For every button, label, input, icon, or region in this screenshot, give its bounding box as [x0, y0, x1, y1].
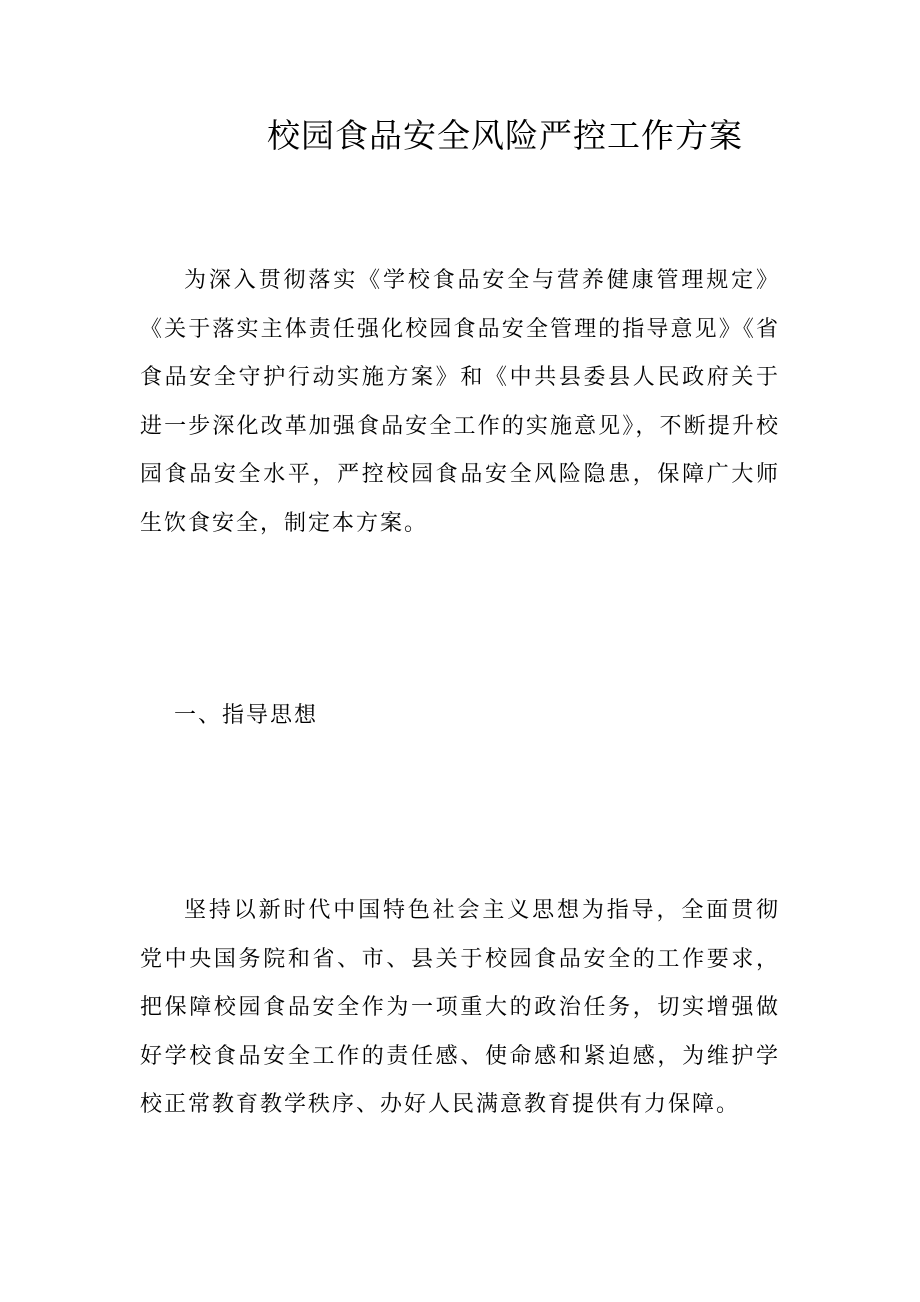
document-title: 校园食品安全风险严控工作方案	[267, 116, 743, 155]
section-paragraph-guiding-ideology: 坚持以新时代中国特色社会主义思想为指导，全面贯彻党中央国务院和省、市、县关于校园食品安全的工作要求，把保障校园食品安全作为一项重大的政治任务，切实增强做好学校食品安全工作的责任感、使命感和紧迫感，为维护学校正常教育教学秩序、办好人民满意教育提供有力保障。	[140, 898, 780, 1117]
section-heading-guiding-ideology: 一、指导思想	[174, 703, 319, 728]
intro-paragraph: 为深入贯彻落实《学校食品安全与营养健康管理规定》《关于落实主体责任强化校园食品安全管理的指导意见》《省食品安全守护行动实施方案》和《中共县委县人民政府关于进一步深化改革加强食品安全工作的实施意见》，不断提升校园食品安全水平，严控校园食品安全风险隐患，保障广大师生饮食安全，制定本方案。	[140, 268, 780, 536]
